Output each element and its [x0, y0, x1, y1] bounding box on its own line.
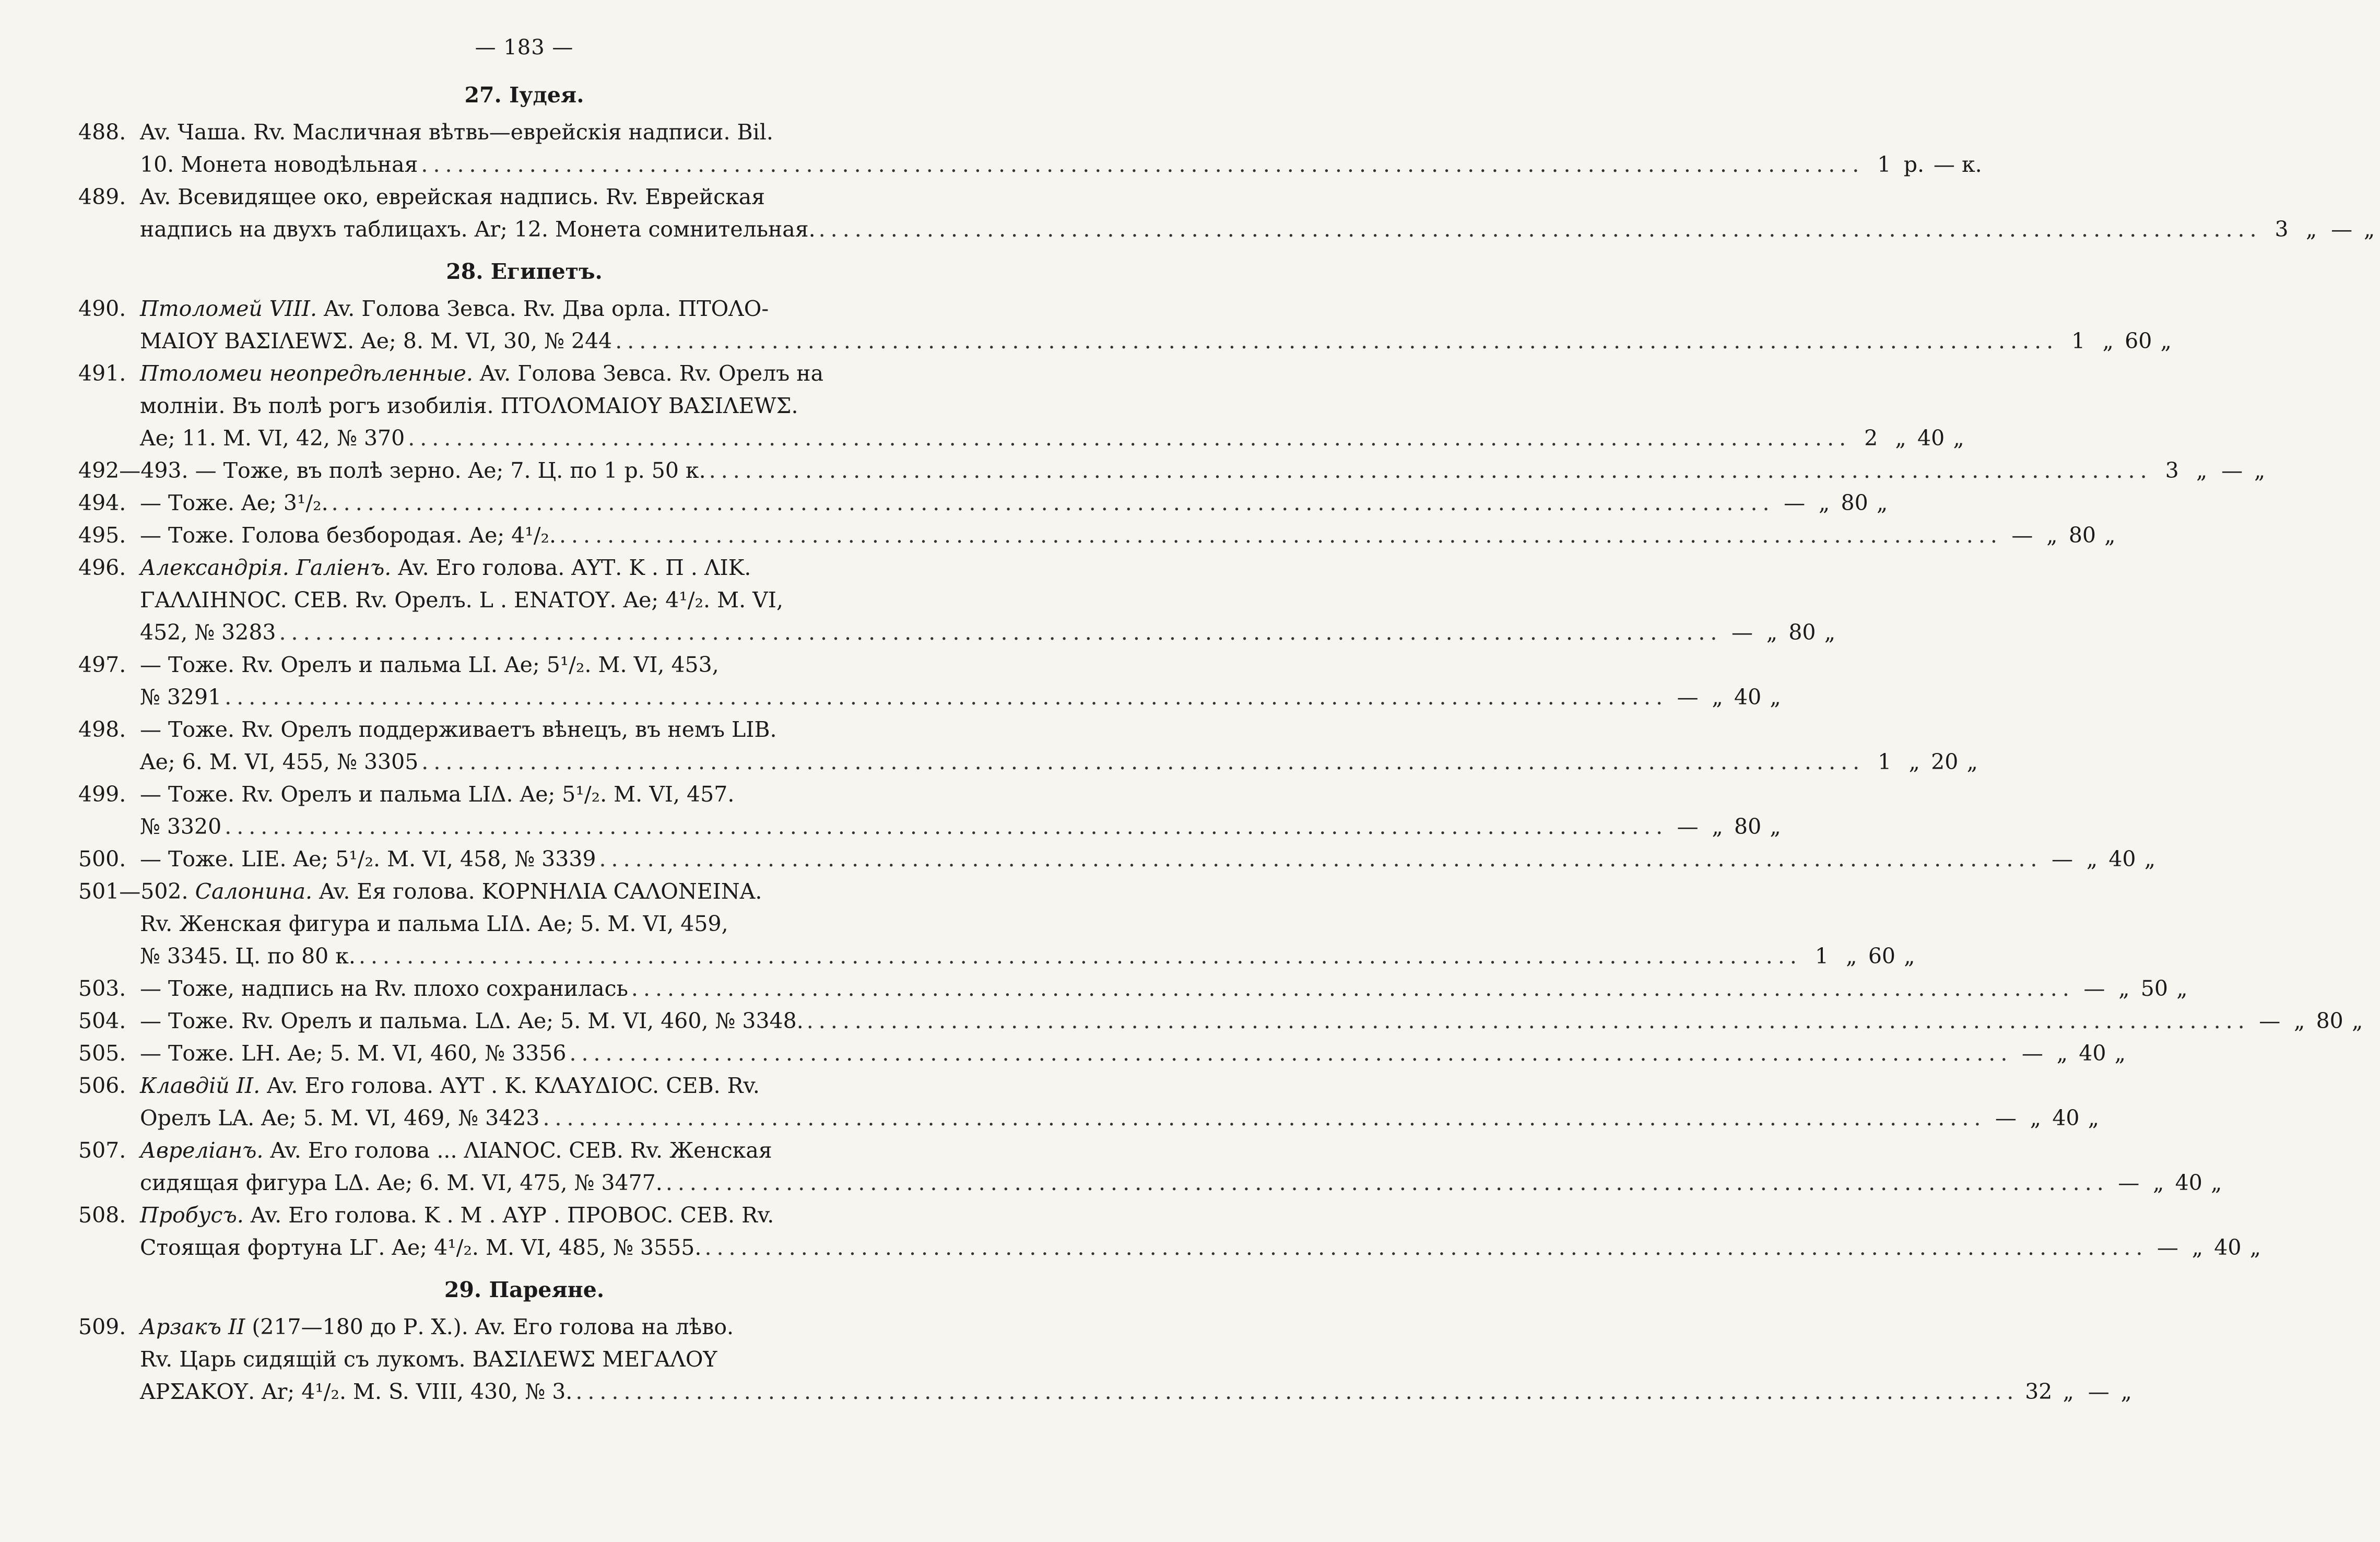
entry-line: Птоломей VIII. Av. Голова Зевса. Rv. Два орла. ΠΤΟΛΟ-	[140, 296, 769, 321]
price-kopecks: 80	[2068, 523, 2096, 548]
price-unit: „	[2114, 1041, 2126, 1066]
entry-line: Rv. Царь сидящій съ лукомъ. ΒΑΣΙΛΕWΣ ΜΕΓΑΛΟΥ	[140, 1347, 717, 1372]
price-rubles: 2	[1864, 426, 1878, 451]
entry-line: 501—502. Салонина. Av. Ея голова. ΚΟΡΝΗΛΙΑ CΑΛΟΝΕΙΝΑ.	[78, 879, 762, 904]
price-kopecks: 60	[2125, 328, 2152, 354]
price-unit: „	[1966, 749, 1978, 774]
price-unit: „	[1908, 749, 1920, 774]
entry-description	[140, 551, 1840, 649]
entry-number: 504.	[78, 1008, 126, 1033]
price-unit: „	[2305, 217, 2317, 242]
section-title: 27. Іудея.	[464, 83, 584, 108]
entry-text: — Тоже. Голова безбородая. Ae; 4¹/₂.	[140, 523, 556, 548]
price	[1868, 746, 1983, 778]
catalog-entry	[78, 972, 2188, 1005]
entry-description	[140, 972, 2193, 1005]
entry-number: 499.	[78, 782, 126, 807]
price-unit: „	[1846, 944, 1857, 969]
entry-line-priced	[140, 422, 1969, 454]
entry-line-priced	[140, 746, 1983, 778]
price	[1671, 681, 1786, 713]
entry-description	[140, 181, 2380, 245]
price-unit: к.	[1962, 152, 1982, 177]
entry-line: — Тоже. Rv. Орелъ и пальма LI. Ae; 5¹/₂. M. VI, 453,	[140, 652, 719, 677]
price-kopecks: 80	[1841, 490, 1868, 515]
price-unit: „	[1770, 814, 1781, 839]
entry-line-priced	[140, 325, 2176, 357]
catalog-entry	[78, 1199, 2261, 1264]
price-unit: „	[2046, 523, 2058, 548]
catalog-entry	[78, 292, 2172, 357]
price-unit: „	[2104, 523, 2116, 548]
entry-number: 500.	[78, 846, 126, 872]
entry-description	[140, 649, 1786, 713]
price-unit: „	[2254, 458, 2266, 483]
entry-line-priced	[140, 843, 2160, 875]
price-rubles: 1	[1877, 152, 1891, 177]
leader-dots: ........................................................................................................................	[806, 1008, 2250, 1033]
entry-line-priced	[140, 616, 1840, 649]
entry-line: ΓΑΛΛΙΗΝΟC. CEB. Rv. Орелъ. L . ΕΝΑΤΟΥ. Ae; 4¹/₂. M. VI,	[140, 587, 784, 613]
price-kopecks: 80	[1734, 814, 1762, 839]
entry-text: сидящая фигура LΔ. Ae; 6. M. VI, 475, № 3477.	[140, 1170, 663, 1195]
price-rubles: —	[2051, 846, 2073, 872]
price-rubles: 1	[2071, 328, 2086, 354]
entry-number: 495.	[78, 523, 126, 548]
entry-text: Стоящая фортуна LΓ. Ae; 4¹/₂. M. VI, 485, № 3555.	[140, 1235, 702, 1260]
price-rubles: —	[2021, 1041, 2043, 1066]
entry-text: № 3345. Ц. по 80 к.	[140, 944, 356, 969]
price-kopecks: 40	[2175, 1170, 2202, 1195]
price-unit: р.	[1903, 152, 1924, 177]
entry-description	[140, 1311, 2137, 1408]
ruler-name: Пробусъ.	[140, 1203, 244, 1228]
leader-dots: ........................................................................................................................	[421, 749, 1865, 774]
price-rubles: —	[1731, 620, 1753, 645]
entry-line: Av. Всевидящее око, еврейская надпись. Rv. Еврейская	[140, 184, 765, 209]
leader-dots: ........................................................................................................................	[569, 1041, 2013, 1066]
entry-line: Арзакъ II (217—180 до Р. Х.). Av. Его голова на лѣво.	[140, 1314, 734, 1339]
entry-number: 503.	[78, 976, 126, 1001]
entry-description	[140, 519, 2120, 551]
entry-text: ΑΡΣΑΚΟΥ. Ar; 4¹/₂. M. S. VIII, 430, № 3.	[140, 1379, 573, 1404]
price-kopecks: —	[2331, 217, 2353, 242]
entry-description	[140, 487, 1893, 519]
ruler-name: Арзакъ II	[140, 1314, 245, 1339]
entry-text: — Тоже, надпись на Rv. плохо сохранилась	[140, 976, 628, 1001]
leader-dots: ........................................................................................................................	[575, 1379, 2019, 1404]
price-kopecks: —	[1933, 152, 1955, 177]
price-kopecks: —	[2221, 458, 2243, 483]
price	[2061, 325, 2176, 357]
price-rubles: —	[1677, 814, 1699, 839]
price-kopecks: 50	[2140, 976, 2168, 1001]
price-unit: „	[2352, 1008, 2363, 1033]
catalog-entry	[78, 778, 1781, 843]
leader-dots: ........................................................................................................................	[599, 846, 2043, 872]
price-unit: „	[2144, 846, 2156, 872]
entry-description	[140, 292, 2176, 357]
price-unit: „	[2176, 976, 2188, 1001]
leader-dots: ........................................................................................................................	[331, 490, 1775, 515]
price-rubles: 1	[1878, 749, 1892, 774]
price	[2022, 1375, 2137, 1408]
price-rubles: —	[1995, 1105, 2017, 1131]
catalog-entry	[78, 519, 2116, 551]
leader-dots: ........................................................................................................................	[615, 328, 2059, 354]
leader-dots: ........................................................................................................................	[818, 217, 2262, 242]
entry-line: — Тоже. Rv. Орелъ и пальма LIΔ. Ae; 5¹/₂. M. VI, 457.	[140, 782, 735, 807]
price-unit: „	[1818, 490, 1830, 515]
entry-number: 501—502.	[78, 879, 195, 904]
price-rubles: 3	[2165, 458, 2179, 483]
price-rubles: —	[1784, 490, 1806, 515]
entry-line-priced	[78, 940, 1920, 972]
catalog-entry	[78, 1311, 2132, 1408]
price	[2078, 972, 2193, 1005]
entry-line: Александрія. Галіенъ. Av. Его голова. ΑΥΤ. Κ . Π . ΛΙΚ.	[140, 555, 751, 580]
entry-line: Птоломеи неопредѣленные. Av. Голова Зевса. Rv. Орелъ на	[140, 361, 824, 386]
price-kopecks: 80	[1788, 620, 1816, 645]
leader-dots: ........................................................................................................................	[408, 426, 1852, 451]
entry-description	[78, 454, 2270, 487]
ruler-name: Авреліанъ.	[140, 1138, 264, 1163]
entry-text: надпись на двухъ таблицахъ. Ar; 12. Монета сомнительная.	[140, 217, 816, 242]
entry-number: 507.	[78, 1138, 126, 1163]
page-number: — 183 —	[475, 36, 574, 60]
price-rubles: —	[2118, 1170, 2140, 1195]
price-unit: „	[2102, 328, 2114, 354]
entry-text: 10. Монета новодѣльная	[140, 152, 418, 177]
entry-line-priced	[140, 213, 2380, 245]
price-unit: „	[2088, 1105, 2100, 1131]
price-unit: „	[2211, 1170, 2222, 1195]
price-rubles: —	[2011, 523, 2033, 548]
catalog-entry	[78, 713, 1978, 778]
price-unit: „	[2192, 1235, 2203, 1260]
entry-line-priced	[140, 487, 1893, 519]
entry-number: 490.	[78, 296, 126, 321]
entry-number: 505.	[78, 1041, 126, 1066]
leader-dots: ........................................................................................................................	[225, 685, 1668, 710]
ruler-name: Птоломеи неопредѣленные.	[140, 361, 473, 386]
entry-line-priced	[140, 1375, 2137, 1408]
price-kopecks: 20	[1931, 749, 1959, 774]
entry-number: 494.	[78, 490, 126, 515]
price-unit: „	[2118, 976, 2130, 1001]
entry-line: молніи. Въ полѣ рогъ изобилія. ΠΤΟΛΟΜΑΙΟΥ ΒΑΣΙΛΕWΣ.	[140, 393, 798, 418]
entry-number: 509.	[78, 1314, 126, 1339]
catalog-entry	[78, 487, 1888, 519]
price-unit: „	[2030, 1105, 2042, 1131]
entry-line-priced	[140, 810, 1786, 843]
price-rubles: 1	[1815, 944, 1829, 969]
section-title: 29. Пареяне.	[444, 1277, 605, 1302]
catalog-content	[78, 83, 2375, 1408]
price-rubles: 32	[2025, 1379, 2053, 1404]
catalog-entry	[78, 1134, 2222, 1199]
price	[2265, 213, 2380, 245]
price-unit: „	[1824, 620, 1836, 645]
catalog-entry	[78, 1037, 2126, 1069]
price-unit: „	[2063, 1379, 2074, 1404]
price-unit: „	[1712, 685, 1723, 710]
catalog-entry	[78, 357, 1964, 454]
catalog-entry	[78, 181, 2375, 245]
leader-dots: ........................................................................................................................	[543, 1105, 1986, 1131]
entry-text: — Тоже. LH. Ae; 5. M. VI, 460, № 3356	[140, 1041, 567, 1066]
catalog-entry	[78, 843, 2156, 875]
price	[1867, 148, 1982, 181]
price-unit: „	[1766, 620, 1778, 645]
entry-line: — Тоже. Rv. Орелъ поддерживаетъ вѣнецъ, въ немъ LIB.	[140, 717, 777, 742]
entry-line-priced	[140, 1167, 2227, 1199]
entry-description	[140, 357, 1969, 454]
price-unit: „	[2153, 1170, 2164, 1195]
price	[1854, 422, 1969, 454]
ruler-name: Салонина.	[195, 879, 313, 904]
entry-text: № 3320	[140, 814, 222, 839]
catalog-entry	[78, 875, 1915, 972]
catalog-entry	[78, 649, 1781, 713]
entry-number: 488.	[78, 120, 126, 145]
price	[1989, 1102, 2104, 1134]
entry-number: 497.	[78, 652, 126, 677]
entry-line-priced	[140, 681, 1786, 713]
leader-dots: ........................................................................................................................	[421, 152, 1865, 177]
price-kopecks: 40	[1734, 685, 1762, 710]
entry-number: 492—493.	[78, 458, 195, 483]
entry-description	[140, 1069, 2104, 1134]
price-kopecks: 40	[2052, 1105, 2080, 1131]
price	[2016, 1037, 2130, 1069]
catalog-entry	[78, 454, 2266, 487]
leader-dots: ........................................................................................................................	[665, 1170, 2109, 1195]
entry-description	[140, 1005, 2368, 1037]
entry-line-priced	[140, 1037, 2130, 1069]
price-unit: „	[1904, 944, 1915, 969]
entry-text: — Тоже. LIE. Ae; 5¹/₂. M. VI, 458, № 3339	[140, 846, 596, 872]
entry-line: Пробусъ. Av. Его голова. Κ . Μ . ΑΥΡ . ΠΡΟΒΟC. CEB. Rv.	[140, 1203, 774, 1228]
price-unit: „	[2120, 1379, 2132, 1404]
price-kopecks: 40	[2108, 846, 2136, 872]
ruler-name: Александрія. Галіенъ.	[140, 555, 392, 580]
ruler-name: Птоломей VIII.	[140, 296, 317, 321]
entry-line: Клавдій II. Av. Его голова. ΑΥΤ . Κ. ΚΛΑΥΔΙΟC. CEB. Rv.	[140, 1073, 760, 1098]
entry-line-priced	[140, 1005, 2368, 1037]
price-unit: „	[2294, 1008, 2305, 1033]
price-unit: „	[1712, 814, 1723, 839]
price-unit: „	[2160, 328, 2172, 354]
price	[1671, 810, 1786, 843]
price-rubles: —	[1677, 685, 1699, 710]
price	[2155, 454, 2270, 487]
entry-description	[140, 778, 1786, 843]
entry-text: 492—493. — Тоже, въ полѣ зерно. Ae; 7. Ц. по 1 р. 50 к.	[78, 458, 706, 483]
entry-description	[78, 875, 1920, 972]
entry-text: — Тоже. Rv. Орелъ и пальма. LΔ. Ae; 5. M. VI, 460, № 3348.	[140, 1008, 804, 1033]
entry-description	[140, 713, 1983, 778]
catalog-entry	[78, 116, 1982, 181]
price-unit: „	[1953, 426, 1964, 451]
catalog-entry	[78, 1069, 2100, 1134]
price	[1778, 487, 1893, 519]
entry-line-priced	[78, 454, 2270, 487]
price-unit: „	[1876, 490, 1888, 515]
entry-number: 496.	[78, 555, 126, 580]
entry-text: — Тоже. Ae; 3¹/₂.	[140, 490, 328, 515]
price	[2112, 1167, 2227, 1199]
entry-text: ΜΑΙΟΥ ΒΑΣΙΛΕWΣ. Ae; 8. M. VI, 30, № 244	[140, 328, 612, 354]
catalog-entry	[78, 1005, 2363, 1037]
entry-description	[140, 1134, 2227, 1199]
entry-line-priced	[140, 972, 2193, 1005]
price-kopecks: 80	[2316, 1008, 2343, 1033]
price-kopecks: —	[2088, 1379, 2110, 1404]
price-unit: „	[1895, 426, 1906, 451]
entry-line-priced	[140, 148, 1982, 181]
entry-number: 498.	[78, 717, 126, 742]
entry-line-priced	[140, 1102, 2104, 1134]
entry-line-priced	[140, 1231, 2266, 1264]
price	[1805, 940, 1920, 972]
leader-dots: ........................................................................................................................	[225, 814, 1668, 839]
price	[2006, 519, 2120, 551]
leader-dots: ........................................................................................................................	[559, 523, 2002, 548]
entry-text: Ae; 6. M. VI, 455, № 3305	[140, 749, 419, 774]
ruler-name: Клавдій II.	[140, 1073, 261, 1098]
leader-dots: ........................................................................................................................	[358, 944, 1802, 969]
price	[2151, 1231, 2266, 1264]
price-rubles: —	[2259, 1008, 2281, 1033]
price-unit: „	[2363, 217, 2375, 242]
price-rubles: —	[2083, 976, 2105, 1001]
leader-dots: ........................................................................................................................	[709, 458, 2152, 483]
price-unit: „	[2249, 1235, 2261, 1260]
entry-text: № 3291	[140, 685, 222, 710]
price	[2045, 843, 2160, 875]
entry-text: Орелъ LA. Ae; 5. M. VI, 469, № 3423	[140, 1105, 540, 1131]
section-title: 28. Египетъ.	[446, 259, 603, 284]
leader-dots: ........................................................................................................................	[631, 976, 2075, 1001]
price-rubles: 3	[2275, 217, 2289, 242]
price-unit: „	[2056, 1041, 2068, 1066]
leader-dots: ........................................................................................................................	[279, 620, 1723, 645]
price	[2253, 1005, 2368, 1037]
price-unit: „	[2086, 846, 2098, 872]
entry-description	[140, 1037, 2130, 1069]
price	[1725, 616, 1840, 649]
entry-number: 489.	[78, 184, 126, 209]
price-kopecks: 60	[1868, 944, 1895, 969]
entry-description	[140, 116, 1982, 181]
price-unit: „	[2196, 458, 2208, 483]
entry-description	[140, 1199, 2266, 1264]
price-kopecks: 40	[2079, 1041, 2106, 1066]
price-kopecks: 40	[1917, 426, 1945, 451]
catalog-entry	[78, 551, 1836, 649]
entry-line: Rv. Женская фигура и пальма LIΔ. Ae; 5. M. VI, 459,	[140, 911, 728, 936]
entry-line: Av. Чаша. Rv. Масличная вѣтвь—еврейскія надписи. Bil.	[140, 120, 773, 145]
entry-text: 452, № 3283	[140, 620, 276, 645]
price-unit: „	[1770, 685, 1781, 710]
entry-number: 506.	[78, 1073, 126, 1098]
entry-line: Авреліанъ. Av. Его голова ... ΛΙΑΝΟC. CEB. Rv. Женская	[140, 1138, 772, 1163]
price-rubles: —	[2157, 1235, 2178, 1260]
entry-description	[140, 843, 2160, 875]
entry-number: 508.	[78, 1203, 126, 1228]
leader-dots: ........................................................................................................................	[704, 1235, 2148, 1260]
entry-line-priced	[140, 519, 2120, 551]
entry-text: Ae; 11. M. VI, 42, № 370	[140, 426, 405, 451]
entry-number: 491.	[78, 361, 126, 386]
price-kopecks: 40	[2214, 1235, 2242, 1260]
